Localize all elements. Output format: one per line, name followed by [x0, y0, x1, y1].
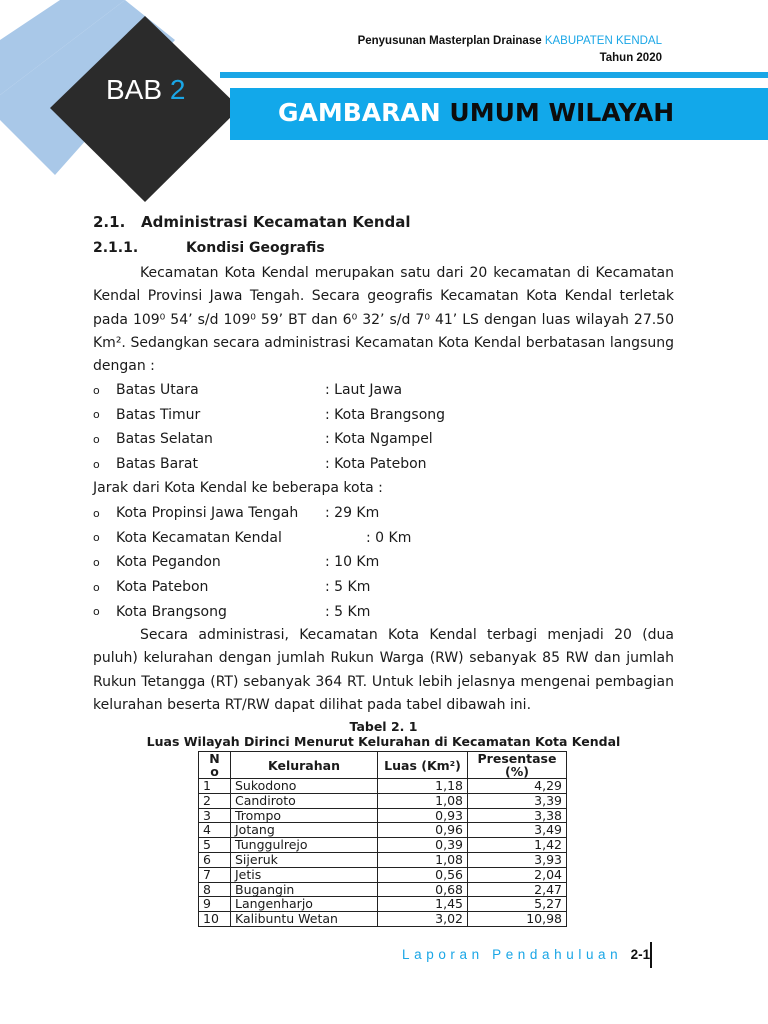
cell-kelurahan: Kalibuntu Wetan	[231, 912, 378, 927]
cell-presentase: 2,04	[468, 867, 567, 882]
cell-no: 6	[199, 852, 231, 867]
footer-divider	[650, 942, 652, 968]
bullet-icon: o	[93, 506, 100, 520]
chapter-title-part1: GAMBARAN	[278, 98, 441, 127]
table-caption-title: Luas Wilayah Dirinci Menurut Kelurahan di Kecamatan Kota Kendal	[146, 734, 621, 749]
bullet-icon: o	[93, 457, 100, 471]
cell-presentase: 3,93	[468, 852, 567, 867]
chapter-title	[278, 98, 674, 127]
cell-no: 9	[199, 897, 231, 912]
border-list	[93, 378, 445, 476]
cell-kelurahan: Sijeruk	[231, 852, 378, 867]
paragraph-geography	[93, 262, 674, 378]
subsection-title: Kondisi Geografis	[186, 240, 325, 256]
paragraph-administration-text: Secara administrasi, Kecamatan Kota Kendal terbagi menjadi 20 (dua puluh) kelurahan dengan jumlah Rukun Warga (RW) sebanyak 85 RW dan jumlah Rukun Tetangga (RT) sebanyak 364 RT. Untuk lebih jelasnya mengenai pembagian kelurahan beserta RT/RW dapat dilihat pada tabel dibawah ini.	[93, 627, 674, 713]
cell-no: 3	[199, 808, 231, 823]
cell-no: 7	[199, 867, 231, 882]
list-item: o Batas Barat : Kota Patebon	[93, 456, 427, 473]
footer-label: Laporan Pendahuluan	[402, 947, 623, 962]
table-caption-number: Tabel 2. 1	[349, 719, 418, 734]
header-region: KABUPATEN KENDAL	[544, 35, 662, 47]
chapter-label	[106, 74, 185, 106]
cell-luas: 0,39	[378, 838, 468, 853]
header-project	[358, 35, 662, 47]
subsection-heading	[93, 240, 325, 256]
list-item: o Batas Timur : Kota Brangsong	[93, 406, 446, 423]
list-item: o Kota Pegandon : 10 Km	[93, 554, 380, 571]
cell-presentase: 2,47	[468, 882, 567, 897]
bullet-icon: o	[93, 531, 100, 545]
cell-luas: 1,08	[378, 852, 468, 867]
header-project-text: Penyusunan Masterplan Drainase	[357, 35, 542, 47]
cell-luas: 0,56	[378, 867, 468, 882]
table-header-row	[199, 752, 567, 779]
header-accent-bar	[220, 72, 768, 78]
cell-presentase: 3,38	[468, 808, 567, 823]
list-item: o Kota Patebon : 5 Km	[93, 579, 371, 596]
cell-kelurahan: Jetis	[231, 867, 378, 882]
cell-luas: 0,96	[378, 823, 468, 838]
section-number: 2.1.	[93, 213, 126, 231]
subsection-number: 2.1.1.	[93, 240, 139, 256]
chapter-label-text: BAB	[106, 74, 163, 105]
cell-presentase: 3,39	[468, 793, 567, 808]
header-luas: Luas (Km²)	[378, 752, 468, 779]
cell-presentase: 3,49	[468, 823, 567, 838]
cell-luas: 3,02	[378, 912, 468, 927]
table-row	[199, 838, 567, 853]
cell-kelurahan: Candiroto	[231, 793, 378, 808]
kelurahan-table	[198, 751, 567, 927]
list-item: o Kota Kecamatan Kendal : 0 Km	[93, 529, 412, 546]
page-number: 2-1	[630, 947, 651, 962]
table-row	[199, 852, 567, 867]
table-row	[199, 882, 567, 897]
cell-luas: 1,45	[378, 897, 468, 912]
table-row	[199, 779, 567, 794]
cell-presentase: 5,27	[468, 897, 567, 912]
header-kelurahan: Kelurahan	[231, 752, 378, 779]
cell-no: 5	[199, 838, 231, 853]
list-item: o Kota Brangsong : 5 Km	[93, 603, 371, 620]
cell-luas: 1,18	[378, 779, 468, 794]
list-item: o Kota Propinsi Jawa Tengah : 29 Km	[93, 505, 380, 522]
section-heading	[93, 213, 411, 231]
bullet-icon: o	[93, 605, 100, 619]
bullet-icon: o	[93, 432, 100, 446]
cell-kelurahan: Trompo	[231, 808, 378, 823]
table-row	[199, 897, 567, 912]
cell-presentase: 4,29	[468, 779, 567, 794]
list-item: o Batas Utara : Laut Jawa	[93, 382, 403, 399]
paragraph-geography-text: Kecamatan Kota Kendal merupakan satu dari 20 kecamatan di Kecamatan Kendal Provinsi Jawa Tengah. Secara geografis Kecamatan Kota Kendal terletak pada 109⁰ 54’ s/d 109⁰ 59’ BT dan 6⁰ 32’ s/d 7⁰ 41’ LS dengan luas wilayah 27.50 Km². Sedangkan secara administrasi Kecamatan Kota Kendal berbatasan langsung dengan :	[93, 265, 674, 375]
paragraph-administration	[93, 624, 674, 717]
cell-presentase: 1,42	[468, 838, 567, 853]
distance-intro: Jarak dari Kota Kendal ke beberapa kota :	[93, 480, 383, 496]
cell-presentase: 10,98	[468, 912, 567, 927]
cell-kelurahan: Langenharjo	[231, 897, 378, 912]
distance-list	[93, 501, 411, 624]
section-title: Administrasi Kecamatan Kendal	[141, 213, 411, 231]
cell-kelurahan: Jotang	[231, 823, 378, 838]
footer	[402, 947, 650, 962]
bullet-icon: o	[93, 408, 100, 422]
cell-no: 8	[199, 882, 231, 897]
cell-kelurahan: Tunggulrejo	[231, 838, 378, 853]
header-presentase: Presentase (%)	[468, 752, 567, 779]
table-row	[199, 823, 567, 838]
table-row	[199, 867, 567, 882]
cell-no: 2	[199, 793, 231, 808]
cell-luas: 0,93	[378, 808, 468, 823]
table-row	[199, 912, 567, 927]
cell-luas: 0,68	[378, 882, 468, 897]
cell-no: 4	[199, 823, 231, 838]
cell-kelurahan: Sukodono	[231, 779, 378, 794]
table-row	[199, 808, 567, 823]
cell-kelurahan: Bugangin	[231, 882, 378, 897]
cell-no: 1	[199, 779, 231, 794]
chapter-title-part2: UMUM WILAYAH	[449, 98, 675, 127]
bullet-icon: o	[93, 555, 100, 569]
table-row	[199, 793, 567, 808]
header-year: Tahun 2020	[599, 52, 662, 64]
header-no: N o	[199, 752, 231, 779]
bullet-icon: o	[93, 383, 100, 397]
cell-no: 10	[199, 912, 231, 927]
chapter-number: 2	[169, 74, 186, 105]
bullet-icon: o	[93, 580, 100, 594]
list-item: o Batas Selatan : Kota Ngampel	[93, 431, 433, 448]
cell-luas: 1,08	[378, 793, 468, 808]
